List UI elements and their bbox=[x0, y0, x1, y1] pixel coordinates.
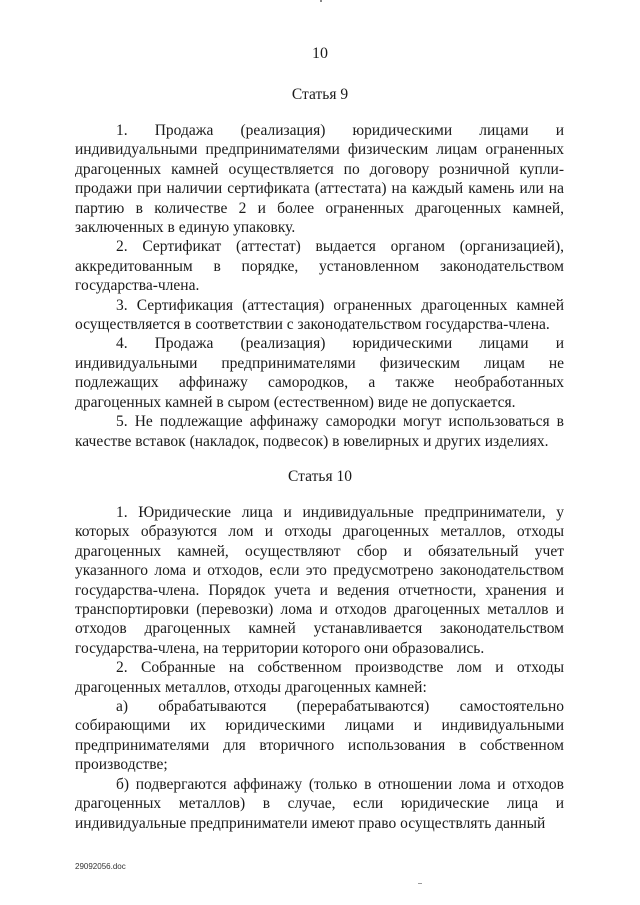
article-10-paragraph-2: 2. Собранные на собственном производстве лом и отходы драгоценных металлов, отходы драгоценных камней: bbox=[75, 659, 564, 696]
article-10-item-b: б) подвергаются аффинажу (только в отношении лома и отходов драгоценных металлов) в случае, если юридические лица и индивидуальные предприниматели имеют право осуществлять данный bbox=[75, 775, 564, 832]
article-10-item-a: а) обрабатываются (перерабатываются) самостоятельно собирающими их юридическими лицами и индивидуальными предпринимателями для вторичного использования в собственном производстве; bbox=[75, 698, 564, 774]
article-10-heading: Статья 10 bbox=[288, 468, 352, 485]
footer-filename: 29092056.doc bbox=[75, 862, 126, 871]
article-9-paragraph-3: 3. Сертификация (аттестация) ограненных драгоценных камней осуществляется в соответствии с законодательством государства-члена. bbox=[75, 296, 564, 334]
article-9-paragraph-5: 5. Не подлежащие аффинажу самородки могут использоваться в качестве вставок (накладок, подвесок) в ювелирных и других изделиях. bbox=[75, 413, 564, 450]
article-9-paragraph-2: 2. Сертификат (аттестат) выдается органом (организацией), аккредитованным в порядке, установленном законодательством государства-члена. bbox=[75, 238, 564, 295]
article-9-paragraph-1: 1. Продажа (реализация) юридическими лицами и индивидуальными предпринимателями физическим лицам ограненных драгоценных камней осуществляется по договору розничной купли-продажи при наличии сертификата (аттестата) на каждый камень или на партию в количестве 2 и более ограненных драгоценных камней, заключенных в единую упаковку. bbox=[75, 122, 564, 237]
scan-mark-top bbox=[320, 0, 322, 2]
article-10-body bbox=[75, 503, 564, 833]
article-9-body bbox=[75, 121, 564, 451]
article-10-paragraph-1: 1. Юридические лица и индивидуальные предприниматели, у которых образуются лом и отходы драгоценных металлов, отходы драгоценных камней, осуществляют сбор и обязательный учет указанного лома и отходов, если это предусмотрено законодательством государства-члена. Порядок учета и ведения отчетности, хранения и транспортировки (перевозки) лома и отходов драгоценных металлов и отходов драгоценных камней устанавливается законодательством государства-члена, на территории которого они образовались. bbox=[75, 504, 564, 657]
article-9-heading: Статья 9 bbox=[291, 86, 349, 103]
page-number: 10 bbox=[312, 45, 328, 62]
article-9-paragraph-4: 4. Продажа (реализация) юридическими лицами и индивидуальными предпринимателями физическим лицам не подлежащих аффинажу самородков, а также необработанных драгоценных камней в сыром (естественном) виде не допускается. bbox=[75, 335, 564, 411]
scan-mark-bottom bbox=[418, 883, 422, 884]
